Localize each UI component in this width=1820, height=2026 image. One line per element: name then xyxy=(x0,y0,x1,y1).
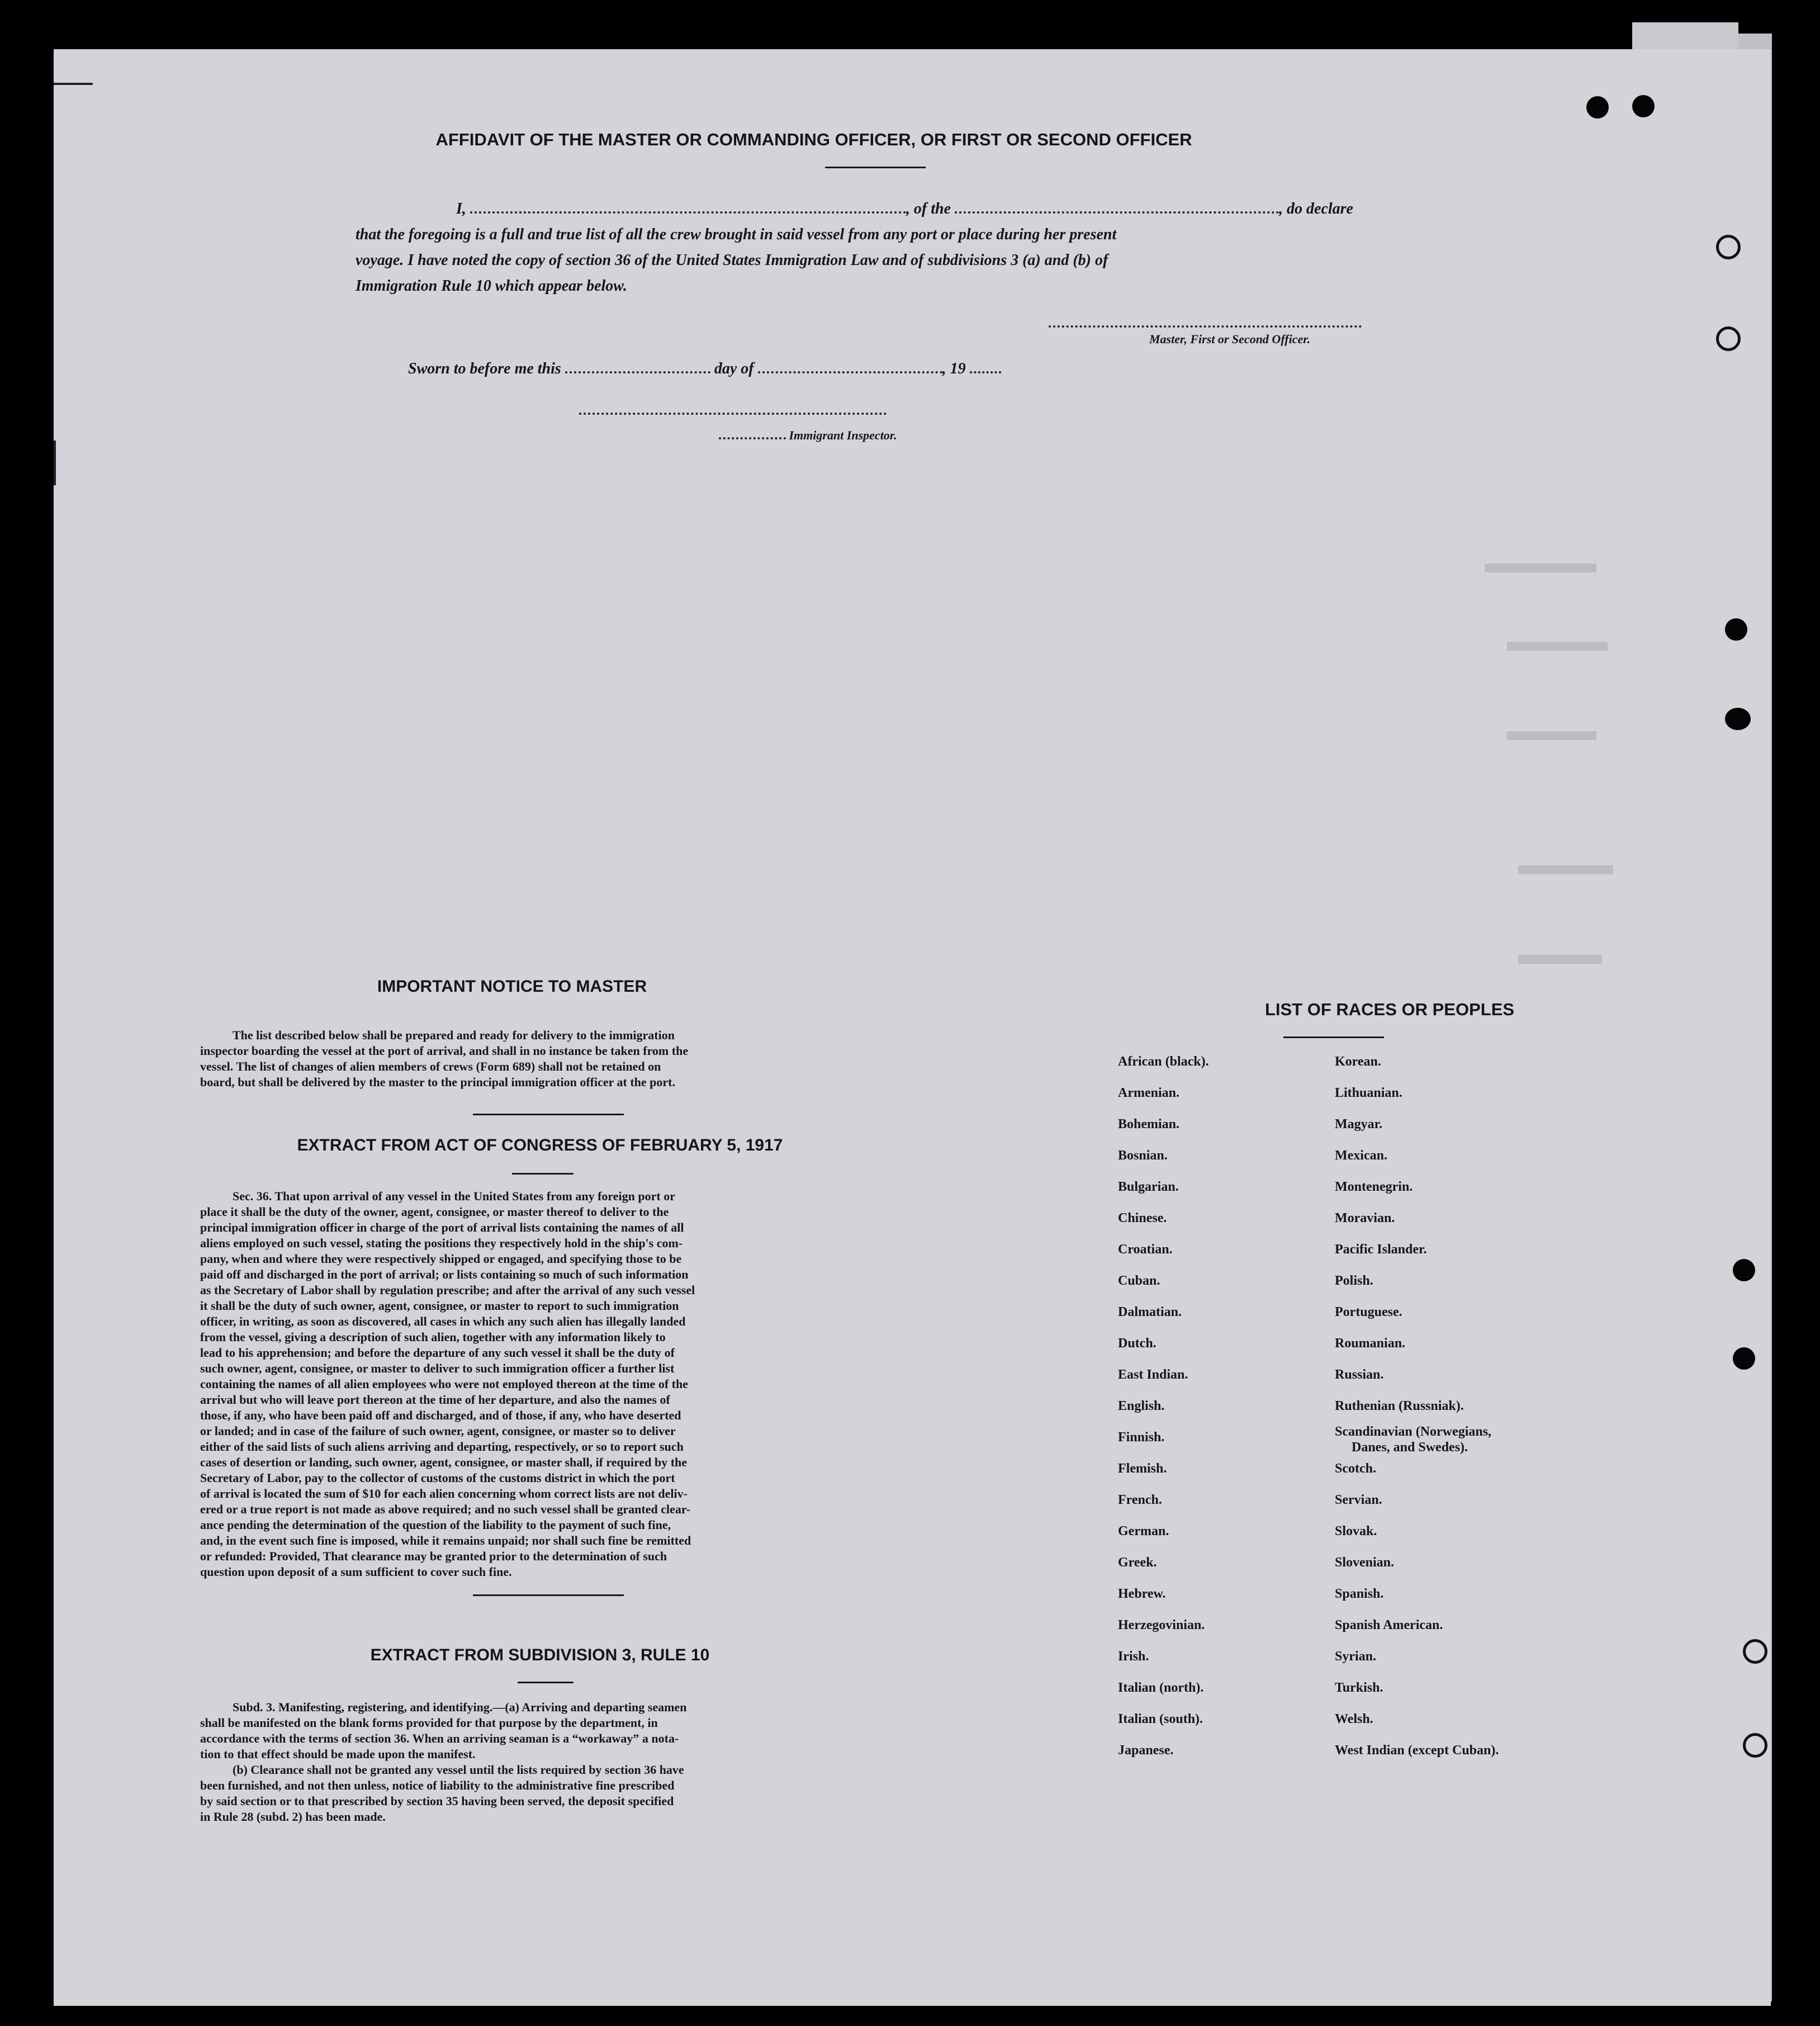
race-item: Pacific Islander. xyxy=(1335,1242,1427,1257)
bleed-through xyxy=(1507,731,1596,740)
race-item: German. xyxy=(1118,1524,1169,1539)
race-item: Flemish. xyxy=(1118,1461,1167,1476)
act-line: as the Secretary of Labor shall by regulation prescribe; and after the arrival of any such vessel xyxy=(200,1283,695,1297)
margin-mark xyxy=(54,83,93,85)
day-of-label: day of xyxy=(714,360,754,377)
year-prefix: , 19 xyxy=(942,360,966,377)
act-line: or landed; and in case of the failure of such owner, agent, consignee, or master so to deliver xyxy=(200,1424,676,1438)
race-item: Italian (south). xyxy=(1118,1712,1203,1726)
notice-title: IMPORTANT NOTICE TO MASTER xyxy=(377,977,647,996)
act-line: and, in the event such fine is imposed, while it remains unpaid; nor shall such fine be remitted xyxy=(200,1533,691,1547)
document-sheet xyxy=(54,49,1771,2006)
act-line: arrival but who will leave port thereon at the time of her departure, and also the names of xyxy=(200,1393,670,1407)
punch-hole-icon xyxy=(1586,96,1609,119)
punch-hole-icon xyxy=(1632,95,1655,117)
race-item: Scandinavian (Norwegians, xyxy=(1335,1424,1492,1439)
ring-hole-icon xyxy=(1716,235,1741,259)
punch-hole-icon xyxy=(1725,708,1751,730)
notice-line: board, but shall be delivered by the master to the principal immigration officer at the port. xyxy=(200,1075,675,1089)
sworn-line xyxy=(408,360,1001,378)
affidavit-of-the: , of the xyxy=(906,200,951,217)
race-item: Ruthenian (Russniak). xyxy=(1335,1399,1464,1413)
race-item: Spanish American. xyxy=(1335,1618,1443,1632)
rule-title: EXTRACT FROM SUBDIVISION 3, RULE 10 xyxy=(370,1646,710,1664)
act-line: question upon deposit of a sum sufficient to cover such fine. xyxy=(200,1565,512,1579)
race-item: English. xyxy=(1118,1399,1165,1413)
ring-hole-icon xyxy=(1743,1733,1767,1758)
rule-line: been furnished, and not then unless, notice of liability to the administrative fine prescribed xyxy=(200,1778,675,1792)
race-item: Herzegovinian. xyxy=(1118,1618,1205,1632)
race-item: Italian (north). xyxy=(1118,1681,1204,1695)
inspector-label-row xyxy=(719,428,897,443)
races-title: LIST OF RACES OR PEOPLES xyxy=(1264,1000,1515,1019)
race-item: Hebrew. xyxy=(1118,1587,1166,1601)
race-item: Bosnian. xyxy=(1118,1148,1168,1163)
affidavit-line-3: voyage. I have noted the copy of section 36 of the United States Immigration Law and of subdivisions 3 (a) and (b) of xyxy=(356,252,1108,269)
act-line: of arrival is located the sum of $10 for each alien concerning whom correct lists are not deliv- xyxy=(200,1487,688,1500)
race-item: Mexican. xyxy=(1335,1148,1387,1163)
race-item: Magyar. xyxy=(1335,1117,1383,1132)
punch-hole-icon xyxy=(1733,1259,1755,1281)
act-line: or refunded: Provided, That clearance may be granted prior to the determination of such xyxy=(200,1549,667,1563)
inspector-dots xyxy=(719,434,786,439)
act-line: Secretary of Labor, pay to the collector of customs of the customs district in which the port xyxy=(200,1471,675,1485)
bleed-through xyxy=(1518,865,1613,874)
master-name-field[interactable] xyxy=(470,206,906,214)
race-item: East Indian. xyxy=(1118,1367,1188,1382)
act-text xyxy=(200,1189,882,1580)
title-rule xyxy=(825,167,926,168)
race-item: Montenegrin. xyxy=(1335,1180,1413,1194)
sworn-month-field[interactable] xyxy=(758,366,942,373)
punch-hole-icon xyxy=(1733,1347,1755,1370)
ring-hole-icon xyxy=(1716,326,1741,351)
race-item: Servian. xyxy=(1335,1493,1382,1507)
race-item: Lithuanian. xyxy=(1335,1086,1402,1100)
act-title: EXTRACT FROM ACT OF CONGRESS OF FEBRUARY 5, 1917 xyxy=(297,1136,783,1154)
race-item: Spanish. xyxy=(1335,1587,1384,1601)
act-line: principal immigration officer in charge of the port of arrival lists containing the names of all xyxy=(200,1220,684,1234)
rule-text xyxy=(200,1700,882,1825)
race-item: Cuban. xyxy=(1118,1274,1160,1288)
race-item: Finnish. xyxy=(1118,1430,1165,1445)
master-signature-label: Master, First or Second Officer. xyxy=(1149,332,1311,346)
vessel-name-field[interactable] xyxy=(955,206,1279,214)
race-item: Scotch. xyxy=(1335,1461,1376,1476)
bleed-through xyxy=(1485,564,1596,572)
bleed-through xyxy=(1518,955,1602,964)
race-item: Slovenian. xyxy=(1335,1555,1395,1570)
race-item: Russian. xyxy=(1335,1367,1384,1382)
act-line: officer, in writing, as soon as discovered, all cases in which any such alien has illegally landed xyxy=(200,1314,686,1328)
race-item: Bulgarian. xyxy=(1118,1180,1179,1194)
act-line: cases of desertion or landing, such owner, agent, consignee, or master shall, if required by the xyxy=(200,1455,688,1469)
rule-line: in Rule 28 (subd. 2) has been made. xyxy=(200,1810,386,1824)
act-line: it shall be the duty of such owner, agent, consignee, or master to report to such immigration xyxy=(200,1299,679,1313)
title-rule xyxy=(1283,1036,1384,1038)
title-rule xyxy=(512,1173,574,1175)
race-item: Roumanian. xyxy=(1335,1336,1406,1351)
rule-line: Subd. 3. Manifesting, registering, and identifying.—(a) Arriving and departing seamen xyxy=(233,1700,687,1714)
race-item: Korean. xyxy=(1335,1054,1381,1069)
act-line: containing the names of all alien employees who were not employed thereon at the time of the xyxy=(200,1377,688,1391)
race-item: Welsh. xyxy=(1335,1712,1373,1726)
affidavit-line-4: Immigration Rule 10 which appear below. xyxy=(356,277,627,295)
punch-hole-icon xyxy=(1725,618,1747,641)
rule-line: shall be manifested on the blank forms provided for that purpose by the department, in xyxy=(200,1716,658,1730)
act-line: either of the said lists of such aliens arriving and departing, respectively, or so to report such xyxy=(200,1440,684,1454)
race-item: Turkish. xyxy=(1335,1681,1383,1695)
act-line: from the vessel, giving a description of such alien, together with any information likely to xyxy=(200,1330,666,1344)
act-line: paid off and discharged in the port of arrival; or lists containing so much of such information xyxy=(200,1267,689,1281)
bleed-through xyxy=(1507,642,1608,651)
affidavit-I: I, xyxy=(456,200,466,217)
race-item: Dutch. xyxy=(1118,1336,1157,1351)
master-signature-line[interactable] xyxy=(1049,320,1362,328)
inspector-signature-line[interactable] xyxy=(579,407,887,415)
act-line: Sec. 36. That upon arrival of any vessel in the United States from any foreign port or xyxy=(233,1189,675,1203)
race-item: Dalmatian. xyxy=(1118,1305,1182,1319)
race-item: Croatian. xyxy=(1118,1242,1173,1257)
rule-line: by said section or to that prescribed by section 35 having been served, the deposit specified xyxy=(200,1794,674,1808)
act-line: lead to his apprehension; and before the departure of any such vessel it shall be the duty of xyxy=(200,1346,675,1360)
notice-line: vessel. The list of changes of alien members of crews (Form 689) shall not be retained on xyxy=(200,1059,661,1073)
race-item: Syrian. xyxy=(1335,1649,1377,1664)
sworn-label: Sworn to before me this xyxy=(408,360,561,377)
affidavit-line-1 xyxy=(405,200,1456,218)
section-rule xyxy=(473,1594,624,1596)
sworn-year-field[interactable] xyxy=(970,366,1001,373)
race-item: African (black). xyxy=(1118,1054,1209,1069)
act-line: pany, when and where they were respectively shipped or engaged, and specifying those to be xyxy=(200,1252,682,1266)
race-item-continued: Danes, and Swedes). xyxy=(1352,1440,1468,1455)
act-line: place it shall be the duty of the owner, agent, consignee, or master thereof to deliver to the xyxy=(200,1205,669,1219)
affidavit-do-declare: , do declare xyxy=(1279,200,1353,217)
race-item: Slovak. xyxy=(1335,1524,1377,1539)
act-line: such owner, agent, consignee, or master to deliver to such immigration officer a further list xyxy=(200,1361,675,1375)
inspector-label: Immigrant Inspector. xyxy=(789,428,897,442)
rule-line: tion to that effect should be made upon the manifest. xyxy=(200,1747,476,1761)
notice-text xyxy=(200,1028,882,1090)
race-item: Moravian. xyxy=(1335,1211,1395,1225)
race-item: Portuguese. xyxy=(1335,1305,1402,1319)
race-item: West Indian (except Cuban). xyxy=(1335,1743,1499,1758)
race-item: Japanese. xyxy=(1118,1743,1174,1758)
rule-line: (b) Clearance shall not be granted any vessel until the lists required by section 36 have xyxy=(233,1763,684,1777)
race-item: Bohemian. xyxy=(1118,1117,1180,1132)
title-rule xyxy=(518,1682,574,1683)
rule-line: accordance with the terms of section 36. When an arriving seaman is a “workaway” a nota- xyxy=(200,1731,679,1745)
notice-line: The list described below shall be prepared and ready for delivery to the immigration xyxy=(233,1028,675,1042)
act-line: ered or a true report is not made as above required; and no such vessel shall be granted clear- xyxy=(200,1502,691,1516)
race-item: French. xyxy=(1118,1493,1162,1507)
sworn-day-field[interactable] xyxy=(565,366,710,373)
act-line: ance pending the determination of the question of the liability to the payment of such fine, xyxy=(200,1518,671,1532)
race-item: Armenian. xyxy=(1118,1086,1179,1100)
act-line: aliens employed on such vessel, stating the positions they respectively hold in the ship's com- xyxy=(200,1236,683,1250)
margin-mark xyxy=(54,441,56,485)
race-item: Greek. xyxy=(1118,1555,1157,1570)
race-item: Irish. xyxy=(1118,1649,1149,1664)
section-rule xyxy=(473,1114,624,1115)
affidavit-line-2: that the foregoing is a full and true list of all the crew brought in said vessel from any port or place during her present xyxy=(356,226,1117,243)
notice-line: inspector boarding the vessel at the port of arrival, and shall in no instance be taken from the xyxy=(200,1044,689,1058)
race-item: Chinese. xyxy=(1118,1211,1167,1225)
ring-hole-icon xyxy=(1743,1639,1767,1664)
affidavit-title: AFFIDAVIT OF THE MASTER OR COMMANDING OFFICER, OR FIRST OR SECOND OFFICER xyxy=(435,130,1192,149)
act-line: those, if any, who have been paid off and discharged, and of those, if any, who have deserted xyxy=(200,1408,681,1422)
race-item: Polish. xyxy=(1335,1274,1373,1288)
